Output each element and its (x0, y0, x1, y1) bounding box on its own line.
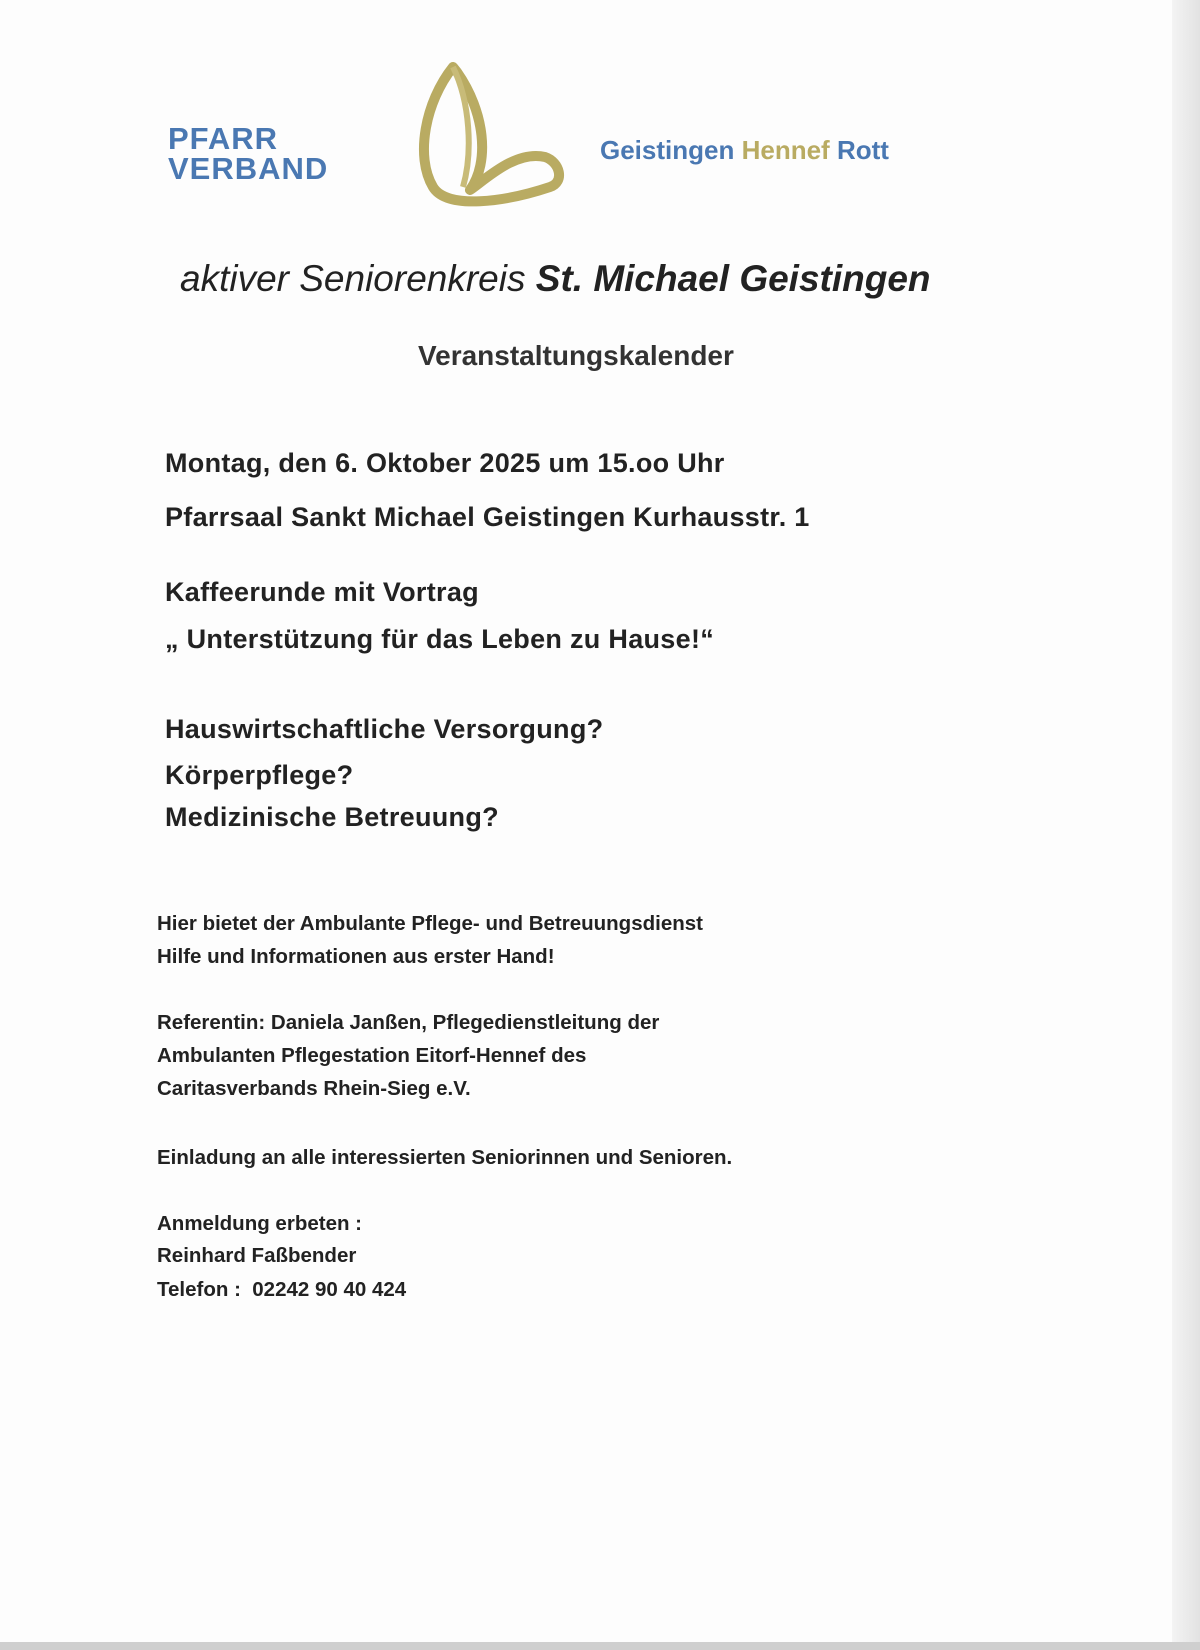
speaker-line: Referentin: Daniela Janßen, Pflegedienstleitung der (157, 1011, 660, 1034)
logo-pfarrverband-text: PFARR VERBAND (168, 121, 329, 186)
event-location: Pfarrsaal Sankt Michael Geistingen Kurhausstr. 1 (165, 502, 810, 532)
speaker-line: Caritasverbands Rhein-Sieg e.V. (157, 1077, 471, 1100)
invitation-text: Einladung an alle interessierten Seniorinnen und Senioren. (157, 1146, 733, 1169)
registration-phone: Telefon : 02242 90 40 424 (157, 1278, 407, 1301)
page-title: aktiver Seniorenkreis St. Michael Geistingen (180, 258, 931, 299)
scan-edge-right (1172, 0, 1200, 1650)
question-item: Hauswirtschaftliche Versorgung? (165, 714, 604, 744)
event-format: Kaffeerunde mit Vortrag (165, 577, 479, 607)
offer-line: Hier bietet der Ambulante Pflege- und Betreuungsdienst (157, 912, 703, 935)
event-date: Montag, den 6. Oktober 2025 um 15.oo Uhr (165, 448, 725, 478)
page-subtitle: Veranstaltungskalender (418, 340, 734, 371)
speaker-line: Ambulanten Pflegestation Eitorf-Hennef des (157, 1044, 587, 1067)
question-item: Körperpflege? (165, 760, 354, 790)
scan-edge-bottom (0, 1642, 1200, 1650)
event-topic: „ Unterstützung für das Leben zu Hause!“ (165, 624, 715, 654)
offer-line: Hilfe und Informationen aus erster Hand! (157, 945, 555, 968)
logo-ribbon-icon (395, 62, 595, 212)
question-item: Medizinische Betreuung? (165, 802, 499, 832)
registration-line: Anmeldung erbeten : (157, 1212, 363, 1235)
registration-contact: Reinhard Faßbender (157, 1244, 357, 1267)
logo-parishes-text: Geistingen Hennef Rott (600, 135, 889, 165)
